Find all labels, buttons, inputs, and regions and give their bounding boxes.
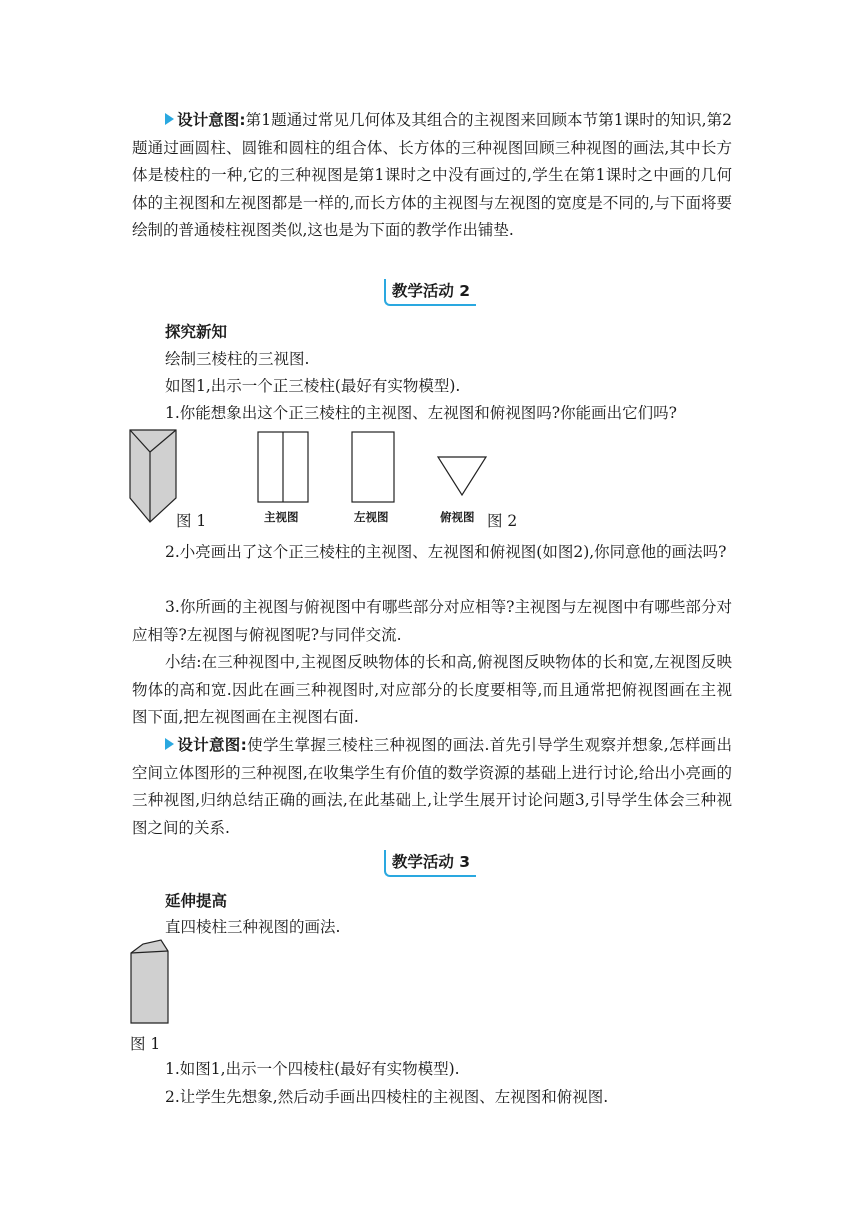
- text-line: 绘制三棱柱的三视图.: [165, 350, 310, 368]
- triangle-marker-icon: [165, 113, 174, 125]
- figure-1-label: 图 1: [130, 1035, 161, 1053]
- figure-2-label: 图 2: [487, 512, 518, 530]
- section-title-activity-2: 教学活动 2: [0, 279, 860, 306]
- section-title-activity-3: 教学活动 3: [0, 850, 860, 877]
- triangle-marker-icon: [165, 738, 174, 750]
- top-view-caption: 俯视图: [440, 510, 475, 524]
- front-view-caption: 主视图: [264, 510, 299, 524]
- left-view-caption: 左视图: [354, 510, 389, 524]
- design-intent-text: 使学生掌握三棱柱三种视图的画法.首先引导学生观察并想象,怎样画出空间立体图形的三种视图,在收集学生有价值的数学资源的基础上进行讨论,给出小亮画的三种视图,归纳总结正确的画法,在此基础上,让学生展开讨论问题3,引导学生体会三种视图之间的关系.: [132, 736, 732, 837]
- subheading-explore: 探究新知: [165, 323, 228, 341]
- quadrangular-prism-figure: [129, 939, 171, 1025]
- left-view-drawing: [351, 431, 395, 503]
- text-line: 如图1,出示一个正三棱柱(最好有实物模型).: [165, 377, 461, 395]
- front-view-drawing: [257, 431, 309, 503]
- design-intent-2: [132, 732, 732, 842]
- summary: 小结:在三种视图中,主视图反映物体的长和高,俯视图反映物体的长和宽,左视图反映物体的高和宽.因此在画三种视图时,对应部分的长度要相等,而且通常把俯视图画在主视图下面,把左视图画在主视图右面.: [132, 653, 732, 726]
- design-intent-label: 设计意图:: [177, 736, 247, 754]
- question-1: 1.你能想象出这个正三棱柱的主视图、左视图和俯视图吗?你能画出它们吗?: [165, 404, 677, 422]
- design-intent-1: [132, 107, 732, 245]
- question-2: 2.小亮画出了这个正三棱柱的主视图、左视图和俯视图(如图2),你同意他的画法吗?: [165, 543, 727, 561]
- step-1: 1.如图1,出示一个四棱柱(最好有实物模型).: [165, 1060, 460, 1078]
- subheading-extend: 延伸提高: [165, 892, 228, 910]
- figure-1-label: 图 1: [176, 512, 207, 530]
- top-view-drawing: [436, 455, 488, 497]
- triangular-prism-figure: [128, 428, 183, 528]
- design-intent-text: 第1题通过常见几何体及其组合的主视图来回顾本节第1课时的知识,第2题通过画圆柱、圆锥和圆柱的组合体、长方体的三种视图回顾三种视图的画法,其中长方体是棱柱的一种,它的三种视图是第1课时之中没有画过的,学生在第1课时之中画的几何体的主视图和左视图都是一样的,而长方体的主视图与左视图的宽度是不同的,与下面将要绘制的普通棱柱视图类似,这也是为下面的教学作出铺垫.: [132, 111, 733, 239]
- step-2: 2.让学生先想象,然后动手画出四棱柱的主视图、左视图和俯视图.: [165, 1088, 609, 1106]
- question-3: 3.你所画的主视图与俯视图中有哪些部分对应相等?主视图与左视图中有哪些部分对应相等?左视图与俯视图呢?与同伴交流.: [132, 598, 732, 644]
- design-intent-label: 设计意图:: [177, 111, 246, 129]
- text-line: 直四棱柱三种视图的画法.: [165, 918, 341, 936]
